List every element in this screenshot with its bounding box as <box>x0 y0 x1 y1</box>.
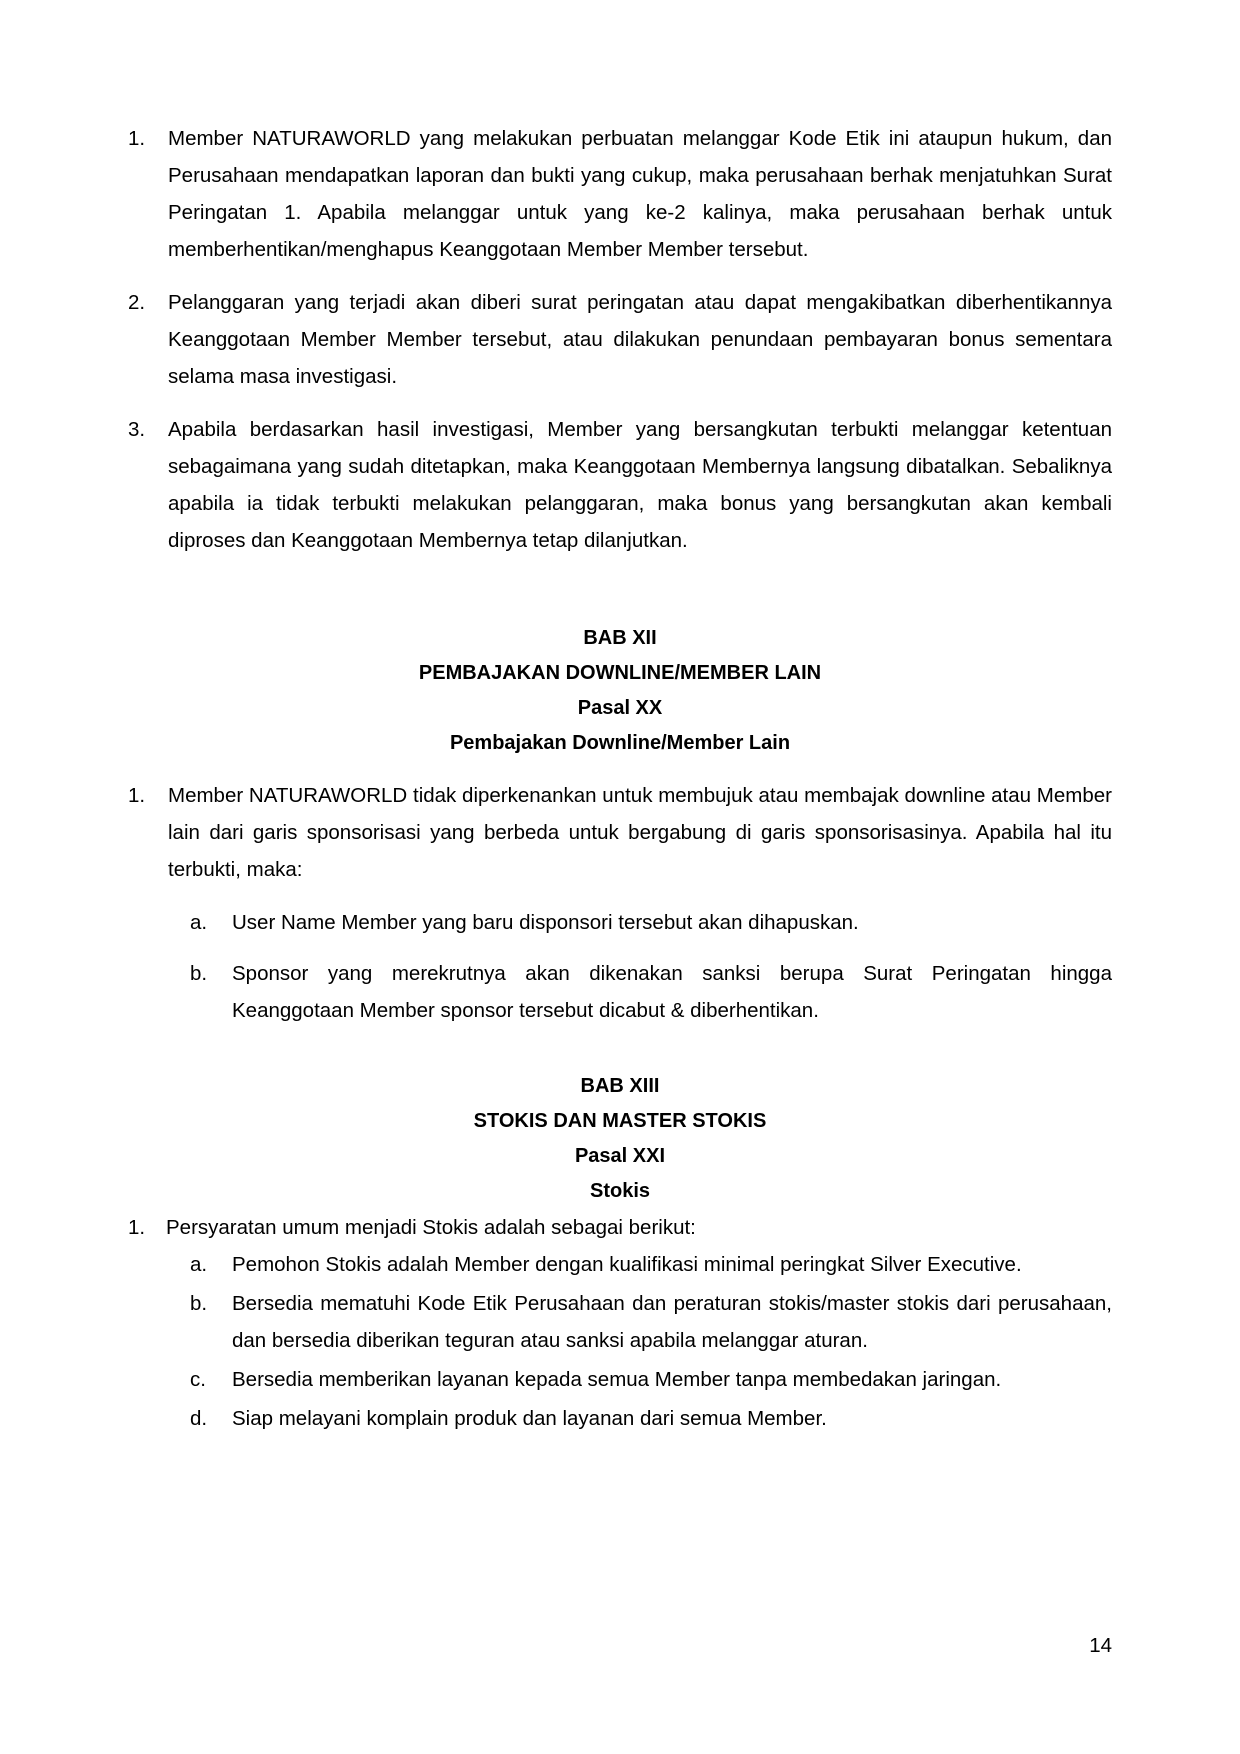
section-spacer <box>128 559 1112 621</box>
list-item <box>128 120 1112 268</box>
bab-xii-heading-block <box>128 621 1112 761</box>
list-text: User Name Member yang baru disponsori tersebut akan dihapuskan. <box>232 911 859 934</box>
bab-xii-label: BAB XII <box>583 627 657 649</box>
bab-xii-list <box>128 777 1112 888</box>
list-item <box>190 955 1112 1029</box>
list-item <box>190 1361 1112 1398</box>
list-marker: b. <box>190 1292 208 1315</box>
list-marker: d. <box>190 1407 208 1430</box>
bab-xiii-title: STOKIS DAN MASTER STOKIS <box>473 1110 767 1132</box>
list-item <box>190 1246 1112 1283</box>
bab-xii-title: PEMBAJAKAN DOWNLINE/MEMBER LAIN <box>418 662 822 684</box>
list-marker: 1. <box>128 1216 146 1239</box>
list-text: Bersedia mematuhi Kode Etik Perusahaan dan peraturan stokis/master stokis dari perusahaan, dan bersedia diberikan teguran atau sanksi apabila melanggar aturan. <box>232 1292 1112 1352</box>
list-text: Apabila berdasarkan hasil investigasi, Member yang bersangkutan terbukti melanggar ketentuan sebagaimana yang sudah ditetapkan, maka Keanggotaan Membernya langsung dibatalkan. Sebaliknya apabila ia tidak terbukti melakukan pelanggaran, maka bonus yang bersangkutan akan kembali diproses dan Keanggotaan Membernya tetap dilanjutkan. <box>168 418 1112 552</box>
list-item <box>128 284 1112 395</box>
list-marker: c. <box>190 1368 206 1391</box>
bab-xiii-sublist <box>128 1246 1112 1437</box>
bab-xiii-pasal-label: Pasal XXI <box>574 1145 666 1167</box>
list-text: Sponsor yang merekrutnya akan dikenakan sanksi berupa Surat Peringatan hingga Keanggotaan Member sponsor tersebut dicabut & diberhentikan. <box>232 962 1112 1022</box>
list-marker: 1. <box>128 127 146 150</box>
page-number: 14 <box>1089 1634 1112 1657</box>
list-item <box>190 1285 1112 1359</box>
section-spacer <box>128 1029 1112 1069</box>
bab-xiii-heading-block <box>128 1069 1112 1209</box>
list-item <box>128 777 1112 888</box>
list-item <box>128 1209 1112 1246</box>
list-marker: a. <box>190 911 208 934</box>
bab-xiii-pasal-title: Stokis <box>589 1180 651 1202</box>
bab-xii-pasal-title: Pembajakan Downline/Member Lain <box>449 732 791 754</box>
bab-xiii-list <box>128 1209 1112 1246</box>
list-marker: b. <box>190 962 208 985</box>
list-text: Bersedia memberikan layanan kepada semua Member tanpa membedakan jaringan. <box>232 1368 1002 1391</box>
list-marker: 1. <box>128 784 146 807</box>
sanctions-list <box>128 120 1112 559</box>
bab-xii-sublist <box>128 904 1112 1029</box>
heading-spacer <box>128 761 1112 777</box>
list-text: Pemohon Stokis adalah Member dengan kualifikasi minimal peringkat Silver Executive. <box>232 1253 1022 1276</box>
list-marker: 3. <box>128 418 146 441</box>
list-item <box>190 1400 1112 1437</box>
list-text: Member NATURAWORLD yang melakukan perbuatan melanggar Kode Etik ini ataupun hukum, dan Perusahaan mendapatkan laporan dan bukti yang cukup, maka perusahaan berhak menjatuhkan Surat Peringatan 1. Apabila melanggar untuk yang ke-2 kalinya, maka perusahaan berhak untuk memberhentikan/menghapus Keanggotaan Member Member tersebut. <box>168 127 1112 261</box>
list-item <box>190 904 1112 941</box>
list-item <box>128 411 1112 559</box>
bab-xii-pasal-label: Pasal XX <box>577 697 663 719</box>
list-text: Member NATURAWORLD tidak diperkenankan untuk membujuk atau membajak downline atau Member lain dari garis sponsorisasi yang berbeda untuk bergabung di garis sponsorisasinya. Apabila hal itu terbukti, maka: <box>168 784 1112 881</box>
sublist-spacer <box>128 888 1112 904</box>
list-text: Persyaratan umum menjadi Stokis adalah sebagai berikut: <box>166 1216 696 1239</box>
list-marker: 2. <box>128 291 146 314</box>
bab-xiii-label: BAB XIII <box>580 1075 660 1097</box>
list-text: Pelanggaran yang terjadi akan diberi surat peringatan atau dapat mengakibatkan diberhentikannya Keanggotaan Member Member tersebut, atau dilakukan penundaan pembayaran bonus sementara selama masa investigasi. <box>168 291 1112 388</box>
list-marker: a. <box>190 1253 208 1276</box>
list-text: Siap melayani komplain produk dan layanan dari semua Member. <box>232 1407 827 1430</box>
